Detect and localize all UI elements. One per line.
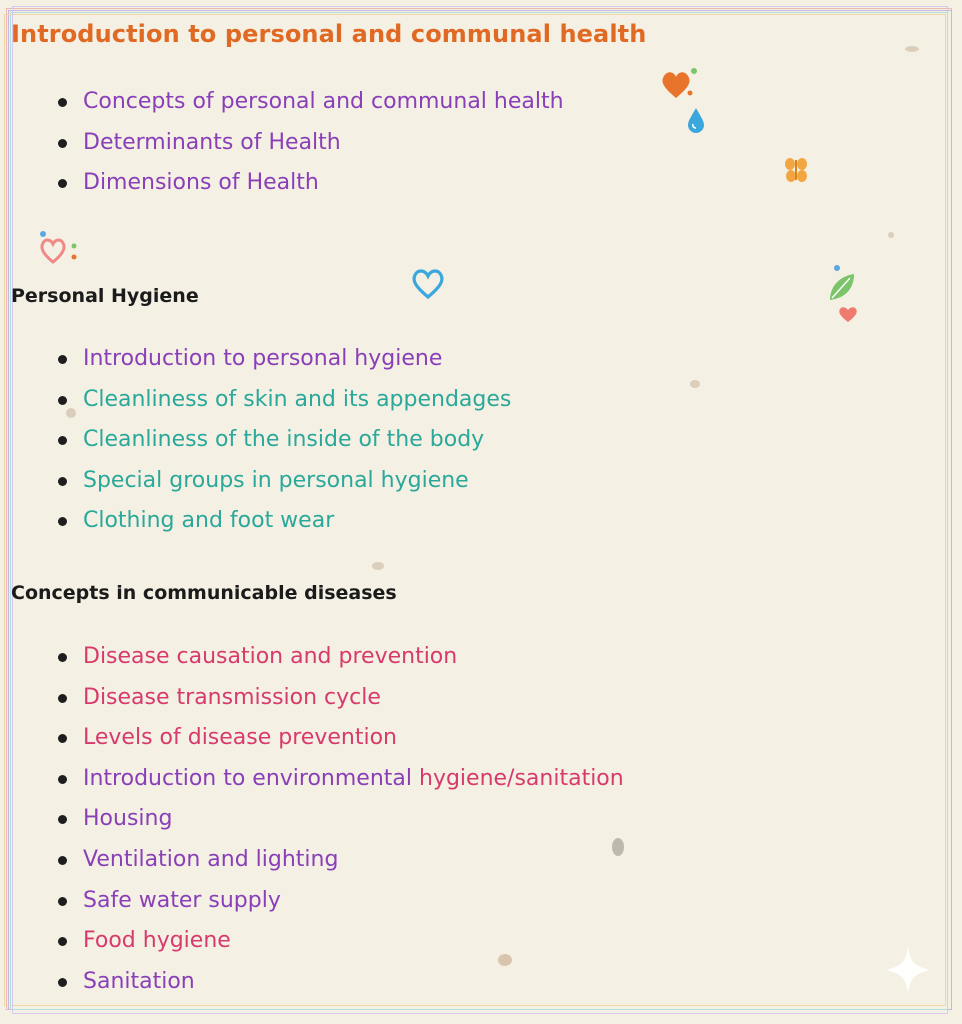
list-item-text: Cleanliness of skin and its appendages <box>83 386 512 412</box>
bullet-icon <box>58 139 67 148</box>
list-item <box>58 921 624 962</box>
bullet-icon <box>58 937 67 946</box>
list-item <box>58 461 511 502</box>
list-item <box>58 881 624 922</box>
paper-speck <box>372 562 384 570</box>
list-item-text: Housing <box>83 806 173 832</box>
bullet-icon <box>58 897 67 906</box>
bullet-icon <box>58 815 67 824</box>
bullet-icon <box>58 355 67 364</box>
personal-hygiene-topic-list <box>58 339 511 542</box>
list-item <box>58 759 624 800</box>
list-item <box>58 163 564 204</box>
list-item <box>58 962 624 1003</box>
list-item <box>58 420 511 461</box>
list-item <box>58 380 511 421</box>
list-item-text: Levels of disease prevention <box>83 725 397 751</box>
water-drop-icon <box>685 106 707 134</box>
heart-icon <box>660 66 704 106</box>
butterfly-icon <box>782 155 812 185</box>
list-item <box>58 501 511 542</box>
communicable-diseases-topic-list <box>58 637 624 1002</box>
heart-outline-icon <box>408 263 448 303</box>
list-item-text: Dimensions of Health <box>83 170 319 196</box>
list-item-text: Disease causation and prevention <box>83 644 458 669</box>
list-item <box>58 123 564 164</box>
list-item <box>58 799 624 840</box>
intro-topic-list <box>58 82 564 204</box>
list-item-text: Cleanliness of the inside of the body <box>83 427 485 453</box>
list-item-text: Safe water supply <box>83 887 281 913</box>
list-item-text: Introduction to personal hygiene <box>83 346 443 371</box>
bullet-icon <box>58 734 67 743</box>
leaf-icon <box>826 262 860 326</box>
list-item-text: Ventilation and lighting <box>83 846 339 872</box>
list-item <box>58 82 564 123</box>
paper-speck <box>690 380 700 388</box>
bullet-icon <box>58 775 67 784</box>
bullet-icon <box>58 179 67 188</box>
page-title: Introduction to personal and communal health <box>11 20 647 48</box>
bullet-icon <box>58 978 67 987</box>
list-item-text: Special groups in personal hygiene <box>83 467 469 493</box>
list-item-text: Sanitation <box>83 968 195 994</box>
list-item <box>58 339 511 380</box>
list-item <box>58 718 624 759</box>
bullet-icon <box>58 517 67 526</box>
heart-outline-icon <box>36 228 84 270</box>
list-item-text: hygiene/sanitation <box>419 765 624 791</box>
list-item-text: Disease transmission cycle <box>83 684 381 710</box>
section-heading-personal-hygiene: Personal Hygiene <box>11 285 199 307</box>
bullet-icon <box>58 856 67 865</box>
bullet-icon <box>58 98 67 107</box>
paper-speck <box>905 46 919 52</box>
bullet-icon <box>58 653 67 662</box>
bullet-icon <box>58 396 67 405</box>
sparkle-icon <box>884 944 932 996</box>
section-heading-communicable-diseases: Concepts in communicable diseases <box>11 582 397 604</box>
list-item-text: Clothing and foot wear <box>83 508 335 534</box>
list-item-text: Determinants of Health <box>83 129 341 155</box>
list-item-text: Introduction to environmental <box>83 765 419 791</box>
list-item-text: Concepts of personal and communal health <box>83 89 564 114</box>
bullet-icon <box>58 436 67 445</box>
list-item-text: Food hygiene <box>83 928 231 954</box>
list-item <box>58 637 624 678</box>
bullet-icon <box>58 694 67 703</box>
paper-speck <box>888 232 894 238</box>
list-item <box>58 678 624 719</box>
bullet-icon <box>58 477 67 486</box>
list-item <box>58 840 624 881</box>
